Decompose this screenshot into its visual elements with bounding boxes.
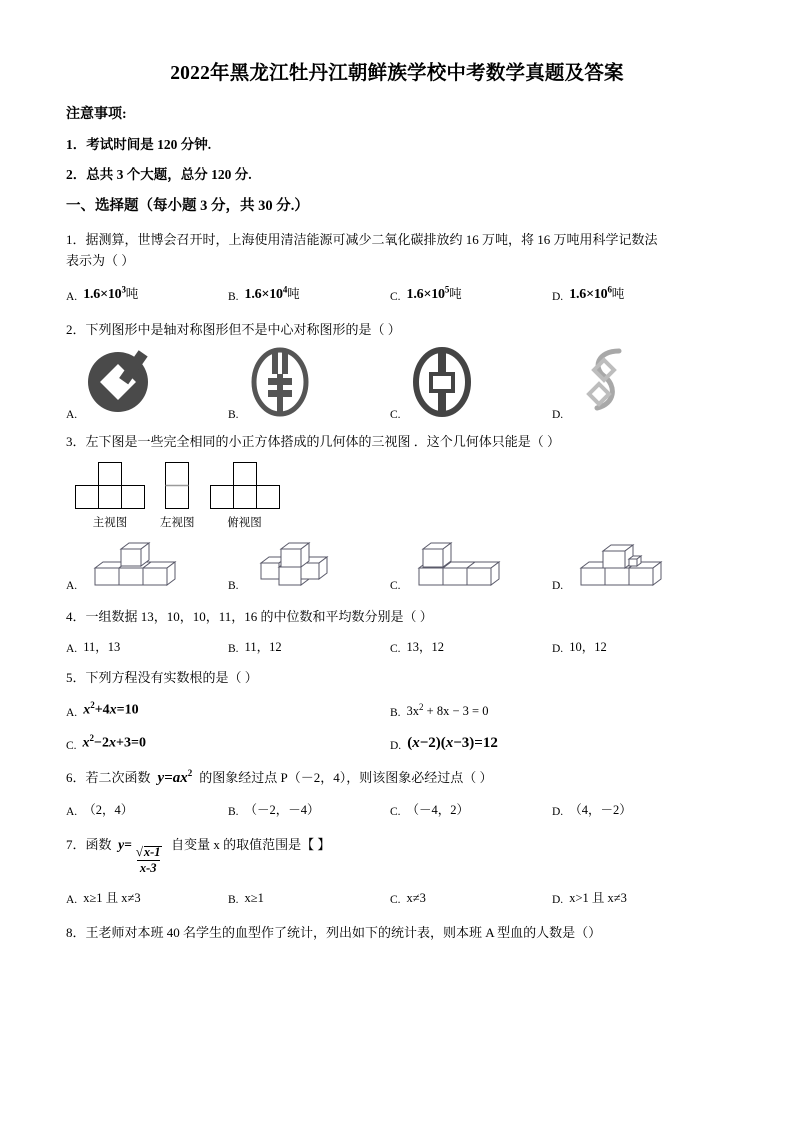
question-6-stem-prefix: 6．若二次函数 [66,769,151,785]
option-label: B. [228,805,239,818]
option-label: D. [552,643,564,656]
option-7-d[interactable] [552,888,627,906]
option-text: x≥1 且 x≠3 [83,890,141,905]
option-text: （4，－2） [569,802,632,817]
option-6-a[interactable] [66,800,228,818]
option-label: D. [552,805,564,818]
option-label: D. [552,580,564,593]
option-7-c[interactable] [390,888,552,906]
question-8-stem: 8．王老师对本班 40 名学生的血型作了统计，列出如下的统计表，则本班 A 型血的人数是（） [66,924,602,940]
question-3 [66,431,728,452]
front-view-caption: 主视图 [92,516,128,529]
notice-item-1: 1．考试时间是 120 分钟. [66,136,212,152]
option-label: A. [66,643,78,656]
question-3-stem: 3．左下图是一些完全相同的小正方体搭成的几何体的三视图 ．这个几何体只能是（ ） [66,433,561,449]
option-text: $x^2+4x=10$ [83,700,139,718]
solid-d-icon [567,535,679,596]
option-1-d[interactable] [552,284,624,303]
option-5-d[interactable] [390,733,498,752]
option-6-b[interactable] [228,800,390,818]
option-label: C. [390,408,401,421]
option-label: B. [228,580,239,593]
option-text: 11，13 [83,640,121,655]
option-text: $3x^2 + 8x - 3 = 0$ [406,701,489,718]
option-text: 10，12 [569,640,607,655]
option-text: x>1 且 x≠3 [569,890,627,905]
option-text: (x−2)(x−3)=12 [407,734,498,751]
option-4-c[interactable] [390,637,552,655]
boc-logo-icon [81,346,155,423]
option-text: （－4，2） [406,802,470,817]
question-5-stem: 5．下列方程没有实数根的是（ ） [66,670,258,686]
top-view-caption: 俯视图 [227,516,262,529]
option-3-b[interactable] [228,535,390,596]
option-7-a[interactable] [66,888,228,906]
notice-item-2: 2．总共 3 个大题，总分 120 分. [66,166,252,182]
fraction [133,846,164,876]
option-4-d[interactable] [552,637,607,655]
option-2-b[interactable] [228,346,390,423]
question-7-options [66,888,728,906]
option-text: $x^2-2x+3=0$ [82,732,146,751]
question-4 [66,606,728,627]
option-3-c[interactable] [390,535,552,596]
option-label: C. [390,290,401,303]
question-5-options-row1 [66,700,728,719]
option-text: x≠3 [406,890,426,905]
option-text: （－2，－4） [244,802,320,817]
option-label: A. [66,805,78,818]
option-7-b[interactable] [228,888,390,906]
option-text: $1.6\times 10^5$吨 [406,283,462,302]
side-view-shape [162,462,192,510]
option-label: A. [66,893,78,906]
option-label: B. [228,643,239,656]
option-6-d[interactable] [552,800,632,818]
three-view-diagram [66,462,728,530]
option-text: x≥1 [244,890,264,905]
question-2-stem: 2．下列图形中是轴对称图形但不是中心对称图形的是（ ） [66,321,401,337]
question-1-stem-line2: 表示为（ ） [66,253,135,269]
option-label: A. [66,706,78,719]
notice-heading: 注意事项: [66,107,127,123]
option-label: C. [390,893,401,906]
option-1-b[interactable] [228,284,390,303]
s-diamond-icon [567,346,641,423]
option-text: $1.6\times 10^3$吨 [83,283,139,302]
question-5 [66,667,728,688]
option-6-c[interactable] [390,800,552,818]
option-text: 13，12 [406,640,445,655]
option-3-a[interactable] [66,535,228,596]
front-view-shape [74,462,146,510]
option-label: C. [390,643,401,656]
side-view-caption: 左视图 [160,516,195,529]
top-view-shape [209,462,281,510]
question-5-options-row2 [66,733,728,752]
option-label: D. [552,408,564,421]
question-4-stem: 4．一组数据 13，10，10，11，16 的中位数和平均数分别是（ ） [66,609,433,625]
fraction-numerator: √ x-1 [133,846,164,861]
square-circle-icon [405,346,479,423]
option-5-a[interactable] [66,700,390,719]
option-4-a[interactable] [66,637,228,655]
question-2 [66,319,728,340]
question-6-formula: $y=ax^2$ [157,767,193,786]
option-label: B. [228,408,239,421]
option-label: B. [390,706,401,719]
option-label: C. [66,739,77,752]
option-label: C. [390,580,401,593]
option-1-c[interactable] [390,284,552,303]
question-1 [66,229,728,271]
question-8 [66,922,728,943]
solid-c-icon [405,535,517,596]
coin-circle-icon [243,346,317,423]
option-2-d[interactable] [552,346,641,423]
side-view [160,462,195,530]
question-4-options [66,637,728,655]
option-text: $1.6\times 10^6$吨 [569,283,625,302]
option-3-d[interactable] [552,535,679,596]
option-text: $1.6\times 10^4$吨 [244,283,300,302]
option-label: D. [552,290,564,303]
option-label: B. [228,893,239,906]
question-2-options [66,346,728,423]
option-label: B. [228,290,239,303]
question-6-stem-suffix: 的图象经过点 P（－2，4），则该图象必经过点（ ） [199,769,493,785]
option-5-c[interactable] [66,733,390,752]
question-7-stem-prefix: 7．函数 [66,836,112,852]
option-text: （2，4） [83,802,134,817]
top-view [209,462,281,530]
option-label: A. [66,408,78,421]
question-6-options [66,800,728,818]
option-label: C. [390,805,401,818]
question-1-stem-line1: 1．据测算，世博会召开时，上海使用清洁能源可减少二氧化碳排放约 16 万吨，将 16 万吨用科学记数法 [66,232,658,248]
question-7-stem-suffix: 自变量 x 的取值范围是【 】 [171,836,331,852]
option-label: D. [552,893,564,906]
option-1-a[interactable] [66,284,228,303]
solid-a-icon [81,535,193,596]
question-7-formula: y= √ $\frac{x-1}{x-3}$ [115,837,168,852]
question-6 [66,766,728,790]
option-2-c[interactable] [390,346,552,423]
page-title: 2022年黑龙江牡丹江朝鲜族学校中考数学真题及答案 [170,63,624,84]
option-2-a[interactable] [66,346,228,423]
question-7 [66,834,728,876]
option-text: 11，12 [244,640,282,655]
question-3-options [66,535,728,596]
fraction-denominator: x-3 [137,860,160,876]
option-label: A. [66,580,78,593]
option-5-b[interactable] [390,700,488,719]
front-view [74,462,146,530]
question-1-options [66,284,728,303]
option-label: D. [390,739,402,752]
option-label: A. [66,290,78,303]
section-heading: 一、选择题（每小题 3 分，共 30 分.） [66,198,309,215]
solid-b-icon [243,535,355,596]
option-4-b[interactable] [228,637,390,655]
